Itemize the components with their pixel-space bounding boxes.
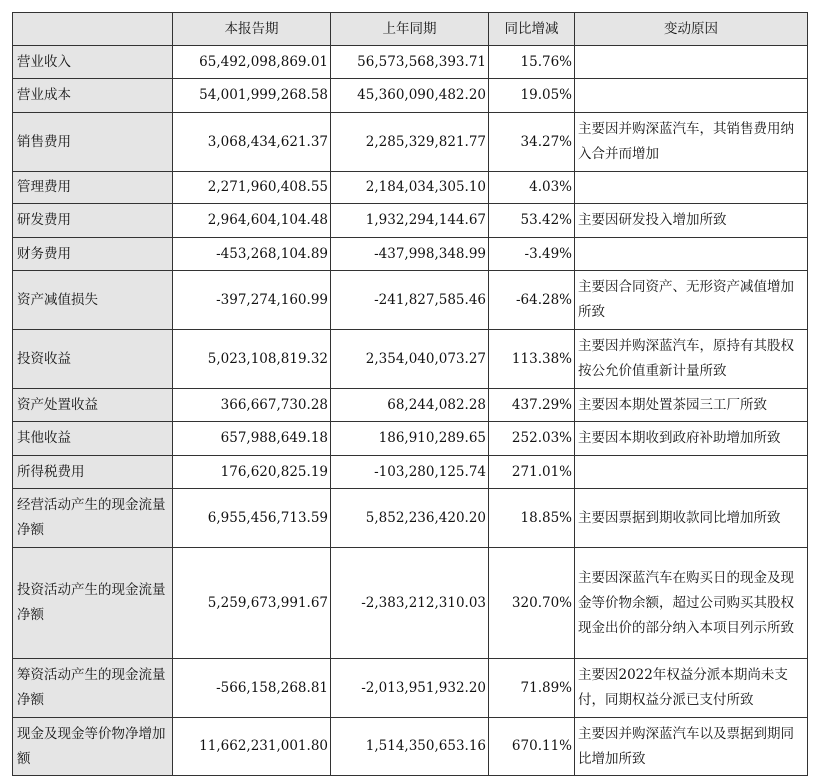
table-row [13,659,808,718]
prior-value: 45,360,090,482.20 [331,79,489,113]
row-label: 营业成本 [13,79,173,113]
change-percent: 670.11% [489,718,575,776]
current-value: 2,271,960,408.55 [173,172,331,204]
row-label: 现金及现金等价物净增加额 [13,718,173,776]
prior-value: -241,827,585.46 [331,271,489,330]
prior-value: 56,573,568,393.71 [331,46,489,79]
change-reason: 主要因研发投入增加所致 [575,204,808,238]
change-reason [575,46,808,79]
row-label: 筹资活动产生的现金流量净额 [13,659,173,718]
prior-value: 2,354,040,073.27 [331,330,489,389]
row-label: 所得税费用 [13,456,173,489]
current-value: -397,274,160.99 [173,271,331,330]
change-percent: 71.89% [489,659,575,718]
row-label: 其他收益 [13,422,173,456]
current-value: 657,988,649.18 [173,422,331,456]
header-yoy-change: 同比增减 [489,13,575,46]
change-percent: 19.05% [489,79,575,113]
current-value: 6,955,456,713.59 [173,489,331,548]
change-reason: 主要因并购深蓝汽车，其销售费用纳入合并而增加 [575,113,808,172]
change-percent: 53.42% [489,204,575,238]
row-label: 经营活动产生的现金流量净额 [13,489,173,548]
change-percent: 252.03% [489,422,575,456]
change-reason [575,79,808,113]
change-reason [575,172,808,204]
table-row [13,172,808,204]
row-label: 投资活动产生的现金流量净额 [13,548,173,659]
row-label: 研发费用 [13,204,173,238]
change-percent: 113.38% [489,330,575,389]
change-percent: 320.70% [489,548,575,659]
current-value: 54,001,999,268.58 [173,79,331,113]
table-row [13,113,808,172]
row-label: 资产处置收益 [13,389,173,422]
change-percent: 437.29% [489,389,575,422]
change-percent: -64.28% [489,271,575,330]
change-reason: 主要因并购深蓝汽车以及票据到期同比增加所致 [575,718,808,776]
table-row [13,46,808,79]
header-current-period: 本报告期 [173,13,331,46]
prior-value: 5,852,236,420.20 [331,489,489,548]
change-reason: 主要因深蓝汽车在购买日的现金及现金等价物余额，超过公司购买其股权现金出价的部分纳入本项目列示所致 [575,548,808,659]
table-row [13,489,808,548]
current-value: 65,492,098,869.01 [173,46,331,79]
current-value: 3,068,434,621.37 [173,113,331,172]
table-row [13,79,808,113]
table-row [13,238,808,271]
current-value: 11,662,231,001.80 [173,718,331,776]
change-reason [575,238,808,271]
table-row [13,422,808,456]
prior-value: 2,285,329,821.77 [331,113,489,172]
financial-change-table [12,12,808,776]
prior-value: -2,013,951,932.20 [331,659,489,718]
current-value: -566,158,268.81 [173,659,331,718]
header-change-reason: 变动原因 [575,13,808,46]
current-value: 2,964,604,104.48 [173,204,331,238]
prior-value: 68,244,082.28 [331,389,489,422]
change-reason: 主要因并购深蓝汽车，原持有其股权按公允价值重新计量所致 [575,330,808,389]
change-reason: 主要因本期处置茶园三工厂所致 [575,389,808,422]
table-row [13,718,808,776]
prior-value: -103,280,125.74 [331,456,489,489]
change-reason: 主要因合同资产、无形资产减值增加所致 [575,271,808,330]
prior-value: 1,932,294,144.67 [331,204,489,238]
change-reason: 主要因2022年权益分派本期尚未支付，同期权益分派已支付所致 [575,659,808,718]
change-percent: 271.01% [489,456,575,489]
row-label: 管理费用 [13,172,173,204]
header-prior-period: 上年同期 [331,13,489,46]
prior-value: 186,910,289.65 [331,422,489,456]
table-row [13,271,808,330]
current-value: 176,620,825.19 [173,456,331,489]
change-reason [575,456,808,489]
change-percent: 34.27% [489,113,575,172]
prior-value: 2,184,034,305.10 [331,172,489,204]
current-value: -453,268,104.89 [173,238,331,271]
current-value: 5,259,673,991.67 [173,548,331,659]
header-row [13,13,808,46]
row-label: 营业收入 [13,46,173,79]
change-reason: 主要因本期收到政府补助增加所致 [575,422,808,456]
row-label: 资产减值损失 [13,271,173,330]
table-row [13,548,808,659]
table-row [13,330,808,389]
prior-value: -2,383,212,310.03 [331,548,489,659]
change-percent: 15.76% [489,46,575,79]
change-percent: -3.49% [489,238,575,271]
row-label: 投资收益 [13,330,173,389]
prior-value: -437,998,348.99 [331,238,489,271]
table-row [13,204,808,238]
change-percent: 4.03% [489,172,575,204]
current-value: 5,023,108,819.32 [173,330,331,389]
current-value: 366,667,730.28 [173,389,331,422]
header-corner [13,13,173,46]
change-percent: 18.85% [489,489,575,548]
change-reason: 主要因票据到期收款同比增加所致 [575,489,808,548]
prior-value: 1,514,350,653.16 [331,718,489,776]
row-label: 销售费用 [13,113,173,172]
row-label: 财务费用 [13,238,173,271]
table-row [13,456,808,489]
table-row [13,389,808,422]
